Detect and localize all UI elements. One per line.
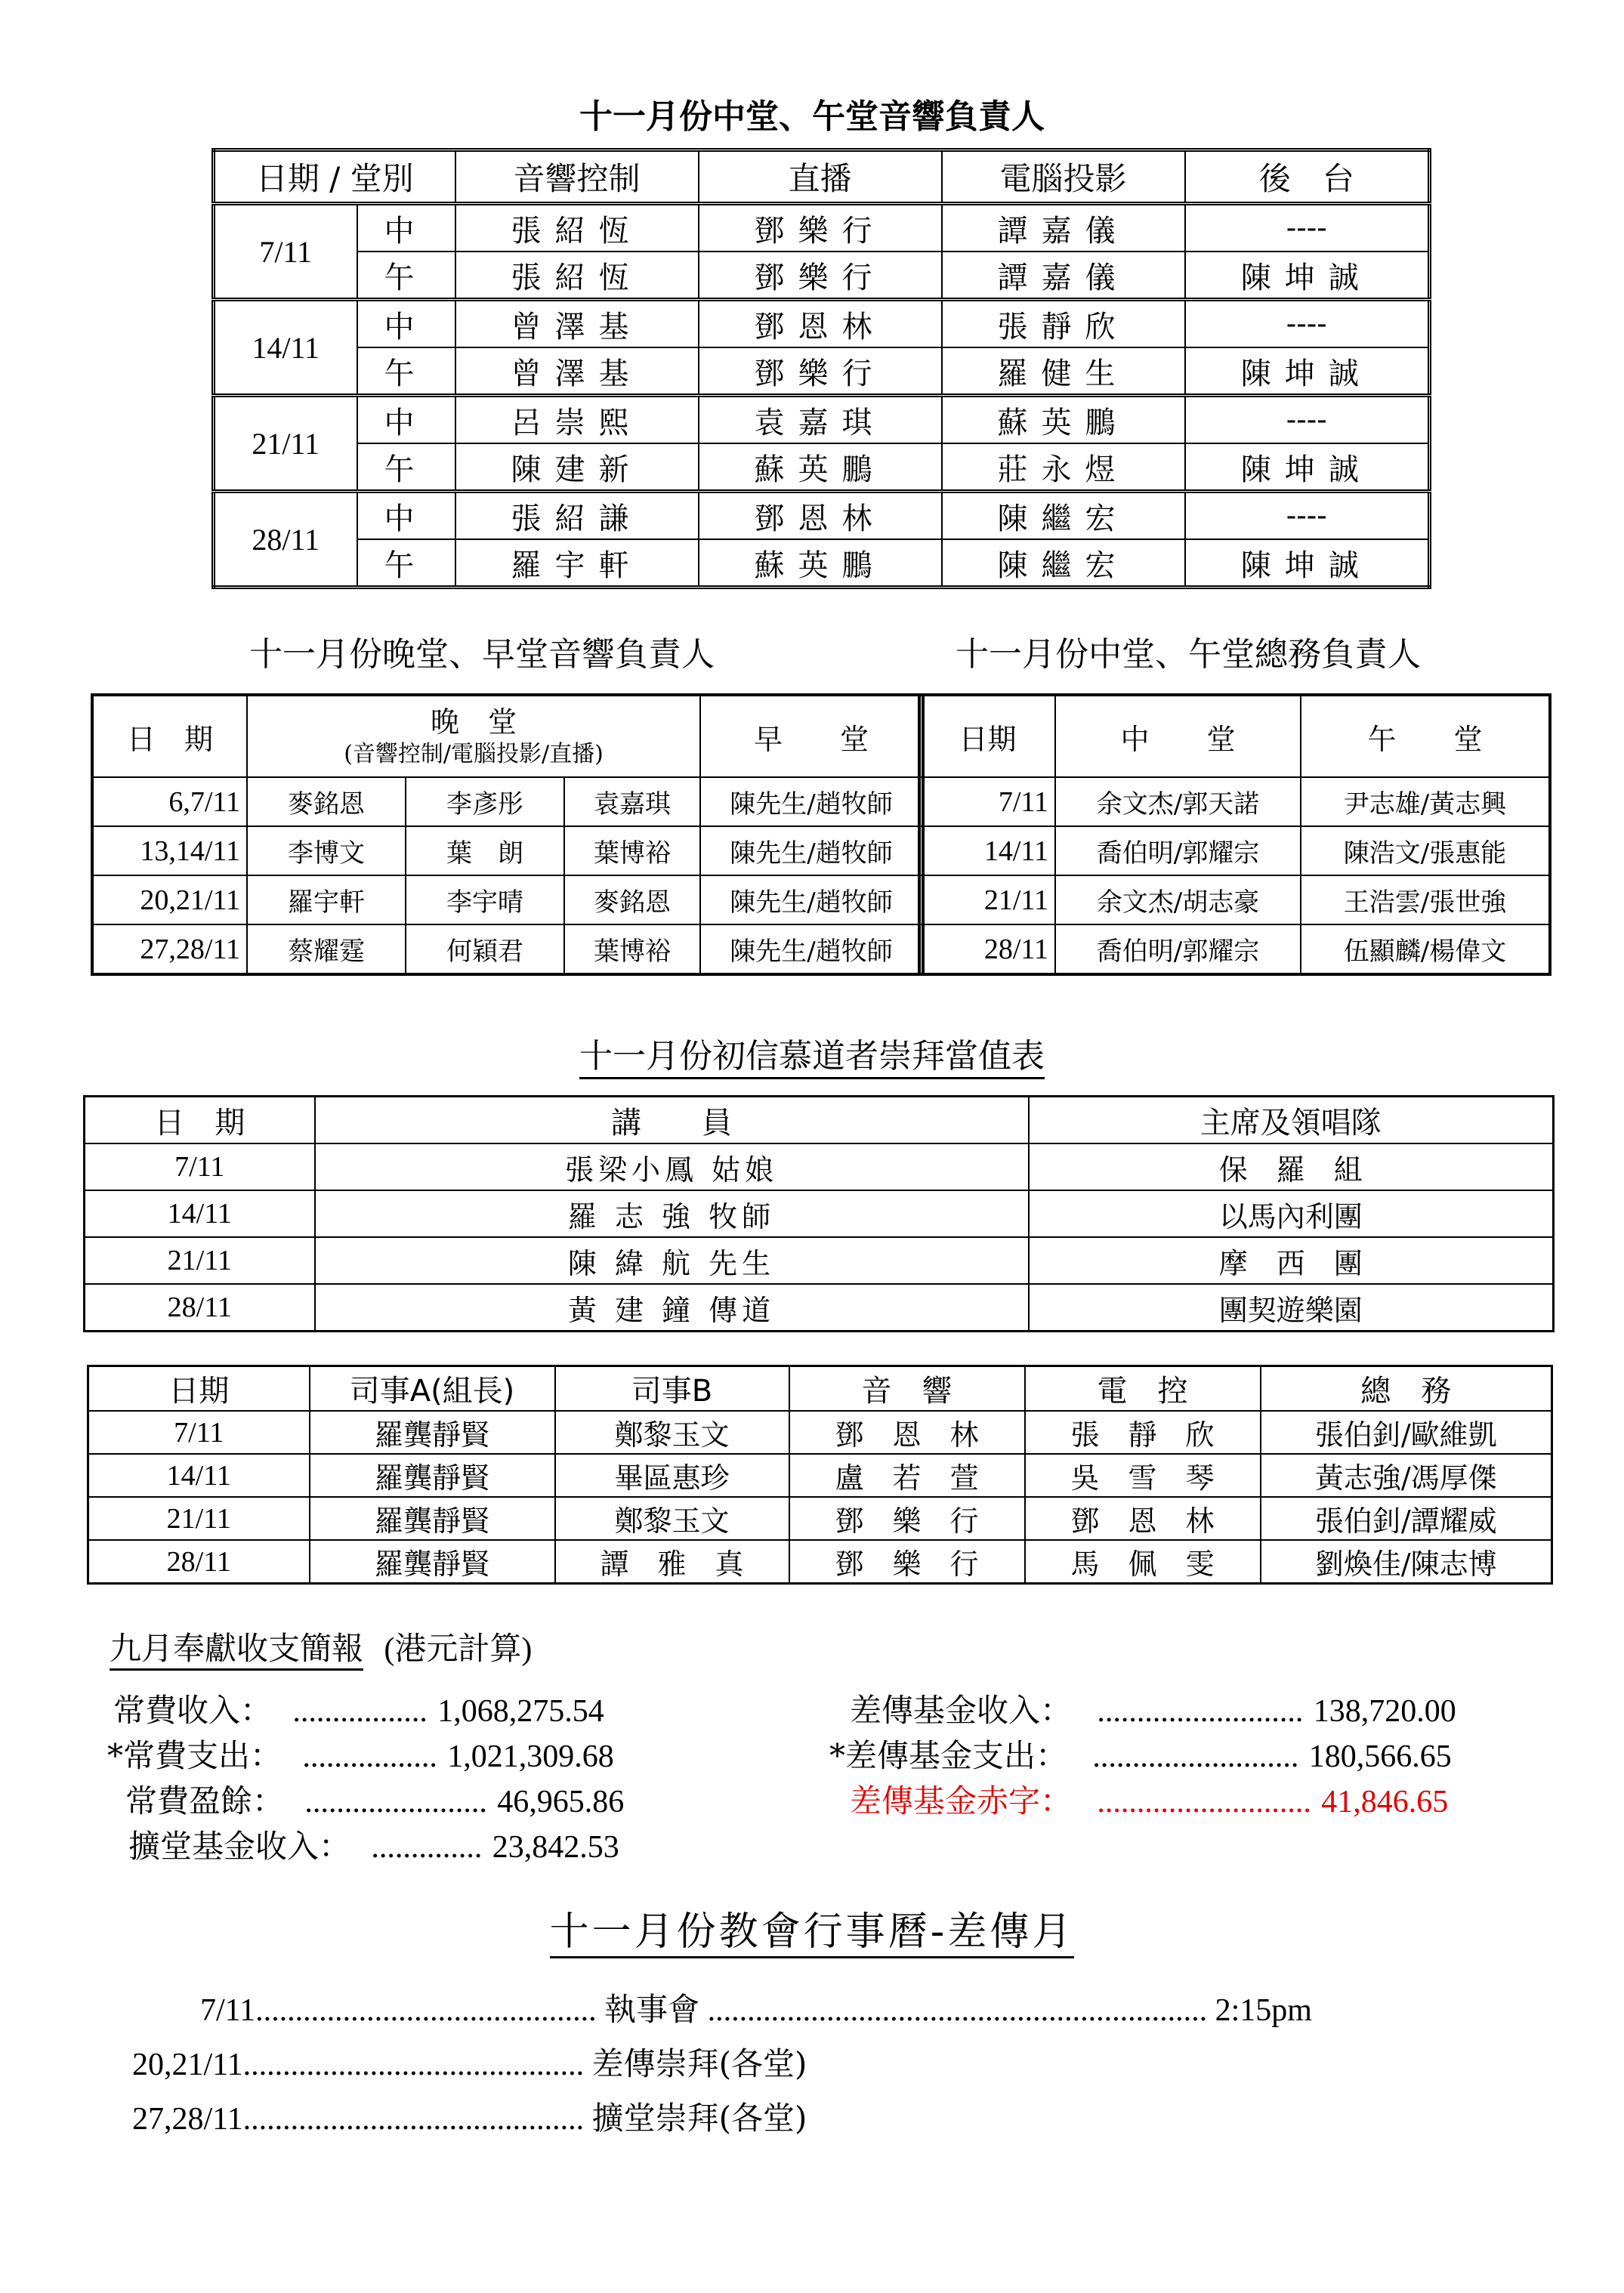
dot-leader: ...........................................: [242, 2048, 585, 2082]
finance-left-3: [128, 1822, 619, 1867]
sound-schedule-table: [211, 148, 1431, 589]
cell: 喬伯明/郭耀宗: [1055, 826, 1301, 875]
cell: 莊永煜: [942, 443, 1185, 492]
table-row: [919, 875, 1550, 924]
cell: 曾澤基: [455, 300, 699, 348]
table-row: [92, 875, 923, 924]
cell: 張梁小鳳 姑娘: [315, 1143, 1029, 1190]
header-speaker: 講 員: [315, 1097, 1029, 1144]
cell: 團契遊樂園: [1029, 1284, 1554, 1332]
cell: 鄧樂行: [699, 252, 942, 300]
cell: 陳 緯 航 先生: [315, 1237, 1029, 1284]
row-date: 7/11: [85, 1143, 315, 1190]
table-row: [85, 1284, 1554, 1332]
cell: 陳繼宏: [942, 539, 1185, 588]
cell: 陳先生/趙牧師: [700, 875, 923, 924]
cell: 鄧恩林: [699, 300, 942, 348]
cell: 張紹謙: [455, 492, 699, 540]
cell: 尹志雄/黃志興: [1301, 777, 1550, 826]
header-date: 日 期: [92, 695, 247, 777]
row-slot: 午: [357, 252, 455, 300]
finance-label: *差傳基金支出：: [829, 1737, 1068, 1774]
cell: 伍顯麟/楊偉文: [1301, 924, 1550, 974]
cell: 陳坤誠: [1185, 443, 1430, 492]
table-row: [92, 777, 923, 826]
row-date: 20,21/11: [92, 875, 247, 924]
event-name: 擴堂崇拜(各堂): [591, 2100, 807, 2137]
header-control: 電 控: [1025, 1366, 1261, 1412]
cell: 吳 雪 琴: [1025, 1454, 1261, 1497]
row-slot: 中: [357, 492, 455, 540]
dot-leader: ...............................................................: [707, 1993, 1208, 2028]
header-chair: 主席及領唱隊: [1029, 1097, 1554, 1144]
dot-leader: ..............: [371, 1830, 483, 1865]
finance-label: 常費收入：: [113, 1692, 273, 1729]
cell: 蔡耀霆: [247, 924, 406, 974]
row-date: 7/11: [88, 1411, 310, 1454]
cell: 譚嘉儀: [942, 204, 1185, 252]
finance-right-1: [829, 1731, 1452, 1776]
cell: 麥銘恩: [247, 777, 406, 826]
cell: 黃 建 鐘 傳道: [315, 1284, 1029, 1332]
cell: 陳先生/趙牧師: [700, 777, 923, 826]
cell: 袁嘉琪: [699, 396, 942, 444]
row-date: 14/11: [919, 826, 1055, 875]
finance-left-1: [107, 1731, 614, 1776]
event-name: 執事會: [604, 1991, 700, 2028]
calendar-item: [132, 2094, 807, 2139]
cell: 陳坤誠: [1185, 347, 1430, 396]
dot-leader: ..........................: [1097, 1694, 1304, 1729]
finance-value: 41,846.65: [1321, 1785, 1449, 1819]
cell: 張靜欣: [942, 300, 1185, 348]
header-sound-control: 音響控制: [455, 150, 699, 204]
section3-title: 十一月份中堂、午堂總務負責人: [956, 635, 1421, 674]
cell: 譚嘉儀: [942, 252, 1185, 300]
table-row: [214, 347, 1430, 396]
cell: 葉 朗: [406, 826, 564, 875]
cell: 葉博裕: [564, 924, 700, 974]
table-row: [919, 826, 1550, 875]
table-row: [92, 826, 923, 875]
calendar-title: 十一月份教會行事曆-差傳月: [0, 1900, 1624, 1956]
row-date: 14/11: [85, 1190, 315, 1237]
row-slot: 午: [357, 347, 455, 396]
row-date: 28/11: [919, 924, 1055, 974]
header-mid: 中 堂: [1055, 695, 1301, 777]
finance-value: 23,842.53: [492, 1830, 619, 1865]
cell: 張紹恆: [455, 252, 699, 300]
row-date: 28/11: [88, 1540, 310, 1584]
dot-leader: ...........................: [1097, 1785, 1311, 1819]
row-slot: 午: [357, 539, 455, 588]
cell: 以馬內利團: [1029, 1190, 1554, 1237]
cell: 喬伯明/郭耀宗: [1055, 924, 1301, 974]
header-noon: 午 堂: [1301, 695, 1550, 777]
cell: 鄧 恩 林: [789, 1411, 1025, 1454]
finance-left-0: [113, 1686, 604, 1731]
header-date: 日期: [88, 1366, 310, 1412]
row-date: 7/11: [214, 204, 357, 300]
header-livestream: 直播: [699, 150, 942, 204]
cell: 羅龔靜賢: [310, 1540, 555, 1584]
row-date: 7/11: [919, 777, 1055, 826]
header-evening-label: 晚 堂: [431, 705, 517, 739]
table-row: [85, 1143, 1554, 1190]
seekers-service-table: [83, 1095, 1555, 1332]
finance-right-0: [850, 1686, 1456, 1731]
cell: 李博文: [247, 826, 406, 875]
table-row: [88, 1540, 1552, 1584]
table-header: [85, 1097, 1554, 1144]
cell: 陳建新: [455, 443, 699, 492]
table-row: [214, 252, 1430, 300]
finance-value: 1,068,275.54: [437, 1694, 604, 1729]
row-date: 14/11: [214, 300, 357, 396]
row-date: 28/11: [214, 492, 357, 588]
table-row: [88, 1454, 1552, 1497]
cell: 李彥彤: [406, 777, 564, 826]
header-evening: [247, 695, 700, 777]
header-general: 總 務: [1261, 1366, 1552, 1412]
row-date: 6,7/11: [92, 777, 247, 826]
event-date: 20,21/11: [132, 2048, 243, 2082]
cell: 麥銘恩: [564, 875, 700, 924]
cell: 陳坤誠: [1185, 252, 1430, 300]
row-date: 21/11: [214, 396, 357, 492]
cell: 蘇英鵬: [699, 539, 942, 588]
row-date: 21/11: [85, 1237, 315, 1284]
cell: 蘇英鵬: [699, 443, 942, 492]
cell: 羅健生: [942, 347, 1185, 396]
evening-morning-sound-table: [91, 693, 925, 976]
row-date: 21/11: [88, 1497, 310, 1540]
finance-label: *常費支出：: [107, 1737, 283, 1774]
cell: 馬 佩 雯: [1025, 1540, 1261, 1584]
dot-leader: .......................: [304, 1785, 487, 1819]
finance-title: 九月奉獻收支簡報 (港元計算): [110, 1624, 532, 1669]
cell: 蘇英鵬: [942, 396, 1185, 444]
cell: 羅宇軒: [247, 875, 406, 924]
cell: 李宇晴: [406, 875, 564, 924]
cell: 呂崇熙: [455, 396, 699, 444]
cell: 保 羅 組: [1029, 1143, 1554, 1190]
table-row: [85, 1237, 1554, 1284]
cell: ----: [1185, 492, 1430, 540]
row-slot: 中: [357, 300, 455, 348]
cell: 鄧 恩 林: [1025, 1497, 1261, 1540]
cell: 張伯釗/譚耀威: [1261, 1497, 1552, 1540]
table-row: [919, 924, 1550, 974]
cell: 陳浩文/張惠能: [1301, 826, 1550, 875]
header-usher-b: 司事B: [555, 1366, 789, 1412]
cell: 劉煥佳/陳志博: [1261, 1540, 1552, 1584]
cell: 摩 西 團: [1029, 1237, 1554, 1284]
finance-value: 1,021,309.68: [447, 1739, 614, 1774]
dot-leader: ...........................................: [242, 2102, 585, 2137]
cell: 鄧 樂 行: [789, 1497, 1025, 1540]
cell: 袁嘉琪: [564, 777, 700, 826]
cell: 何穎君: [406, 924, 564, 974]
row-date: 21/11: [919, 875, 1055, 924]
table-header: [919, 695, 1550, 777]
header-usher-a: 司事A(組長): [310, 1366, 555, 1412]
cell: 陳坤誠: [1185, 539, 1430, 588]
finance-label: 擴堂基金收入：: [128, 1828, 351, 1865]
event-date: 27,28/11: [132, 2102, 243, 2137]
row-slot: 午: [357, 443, 455, 492]
table-header: [214, 150, 1430, 204]
table-row: [214, 539, 1430, 588]
finance-unit: (港元計算): [384, 1632, 533, 1667]
cell: 譚 雅 真: [555, 1540, 789, 1584]
dot-leader: .................: [292, 1694, 428, 1729]
table-row: [85, 1190, 1554, 1237]
section4-title: 十一月份初信慕道者崇拜當值表: [0, 1029, 1624, 1077]
finance-label: 常費盈餘：: [125, 1782, 285, 1819]
cell: ----: [1185, 204, 1430, 252]
cell: 張 靜 欣: [1025, 1411, 1261, 1454]
cell: 羅 志 強 牧師: [315, 1190, 1029, 1237]
cell: 鄧 樂 行: [789, 1540, 1025, 1584]
cell: ----: [1185, 396, 1430, 444]
calendar-item: [200, 1985, 1312, 2030]
dot-leader: ...........................................: [255, 1993, 597, 2028]
cell: 葉博裕: [564, 826, 700, 875]
header-date: 日 期: [85, 1097, 315, 1144]
finance-value: 46,965.86: [497, 1785, 625, 1819]
cell: 王浩雲/張世強: [1301, 875, 1550, 924]
section1-title: 十一月份中堂、午堂音響負責人: [579, 97, 1045, 136]
cell: 鄧樂行: [699, 204, 942, 252]
row-date: 28/11: [85, 1284, 315, 1332]
event-date: 7/11: [200, 1993, 256, 2028]
header-backstage: 後 台: [1185, 150, 1430, 204]
event-time: 2:15pm: [1215, 1993, 1312, 2028]
header-date: 日期: [919, 695, 1055, 777]
dot-leader: ..........................: [1092, 1739, 1299, 1774]
cell: 羅龔靜賢: [310, 1411, 555, 1454]
finance-right-2: [850, 1776, 1448, 1822]
cell: 鄧恩林: [699, 492, 942, 540]
cell: 陳先生/趙牧師: [700, 924, 923, 974]
event-name: 差傳崇拜(各堂): [591, 2045, 807, 2082]
cell: 鄧樂行: [699, 347, 942, 396]
header-projection: 電腦投影: [942, 150, 1185, 204]
cell: ----: [1185, 300, 1430, 348]
header-sound: 音 響: [789, 1366, 1025, 1412]
finance-value: 180,566.65: [1308, 1739, 1452, 1774]
table-row: [88, 1411, 1552, 1454]
table-header: [92, 695, 923, 777]
finance-label: 差傳基金收入：: [850, 1692, 1073, 1729]
finance-value: 138,720.00: [1313, 1694, 1456, 1729]
row-slot: 中: [357, 204, 455, 252]
table-row: [214, 204, 1430, 252]
table-header: [88, 1366, 1552, 1412]
table-row: [919, 777, 1550, 826]
table-row: [214, 443, 1430, 492]
header-date-slot: 日期 / 堂別: [214, 150, 455, 204]
cell: 羅龔靜賢: [310, 1497, 555, 1540]
section2-title: 十一月份晚堂、早堂音響負責人: [249, 635, 715, 674]
cell: 陳先生/趙牧師: [700, 826, 923, 875]
finance-label: 差傳基金赤字：: [850, 1782, 1073, 1819]
cell: 畢區惠珍: [555, 1454, 789, 1497]
cell: 黃志強/馮厚傑: [1261, 1454, 1552, 1497]
calendar-item: [132, 2039, 807, 2085]
cell: 張伯釗/歐維凱: [1261, 1411, 1552, 1454]
header-morning: 早 堂: [700, 695, 923, 777]
cell: 羅龔靜賢: [310, 1454, 555, 1497]
table-row: [214, 300, 1430, 348]
table-row: [88, 1497, 1552, 1540]
table-row: [92, 924, 923, 974]
general-affairs-table: [918, 693, 1551, 976]
cell: 羅宇軒: [455, 539, 699, 588]
cell: 張紹恆: [455, 204, 699, 252]
row-date: 27,28/11: [92, 924, 247, 974]
header-evening-sub: (音響控制/電腦投影/直播): [344, 741, 604, 767]
cell: 余文杰/胡志豪: [1055, 875, 1301, 924]
row-date: 13,14/11: [92, 826, 247, 875]
finance-left-2: [125, 1776, 624, 1822]
cell: 鄭黎玉文: [555, 1411, 789, 1454]
dot-leader: .................: [302, 1739, 437, 1774]
row-date: 14/11: [88, 1454, 310, 1497]
row-slot: 中: [357, 396, 455, 444]
ushers-table: [87, 1365, 1553, 1585]
cell: 余文杰/郭天諾: [1055, 777, 1301, 826]
table-row: [214, 492, 1430, 540]
cell: 鄭黎玉文: [555, 1497, 789, 1540]
cell: 盧 若 萱: [789, 1454, 1025, 1497]
cell: 陳繼宏: [942, 492, 1185, 540]
cell: 曾澤基: [455, 347, 699, 396]
table-row: [214, 396, 1430, 444]
